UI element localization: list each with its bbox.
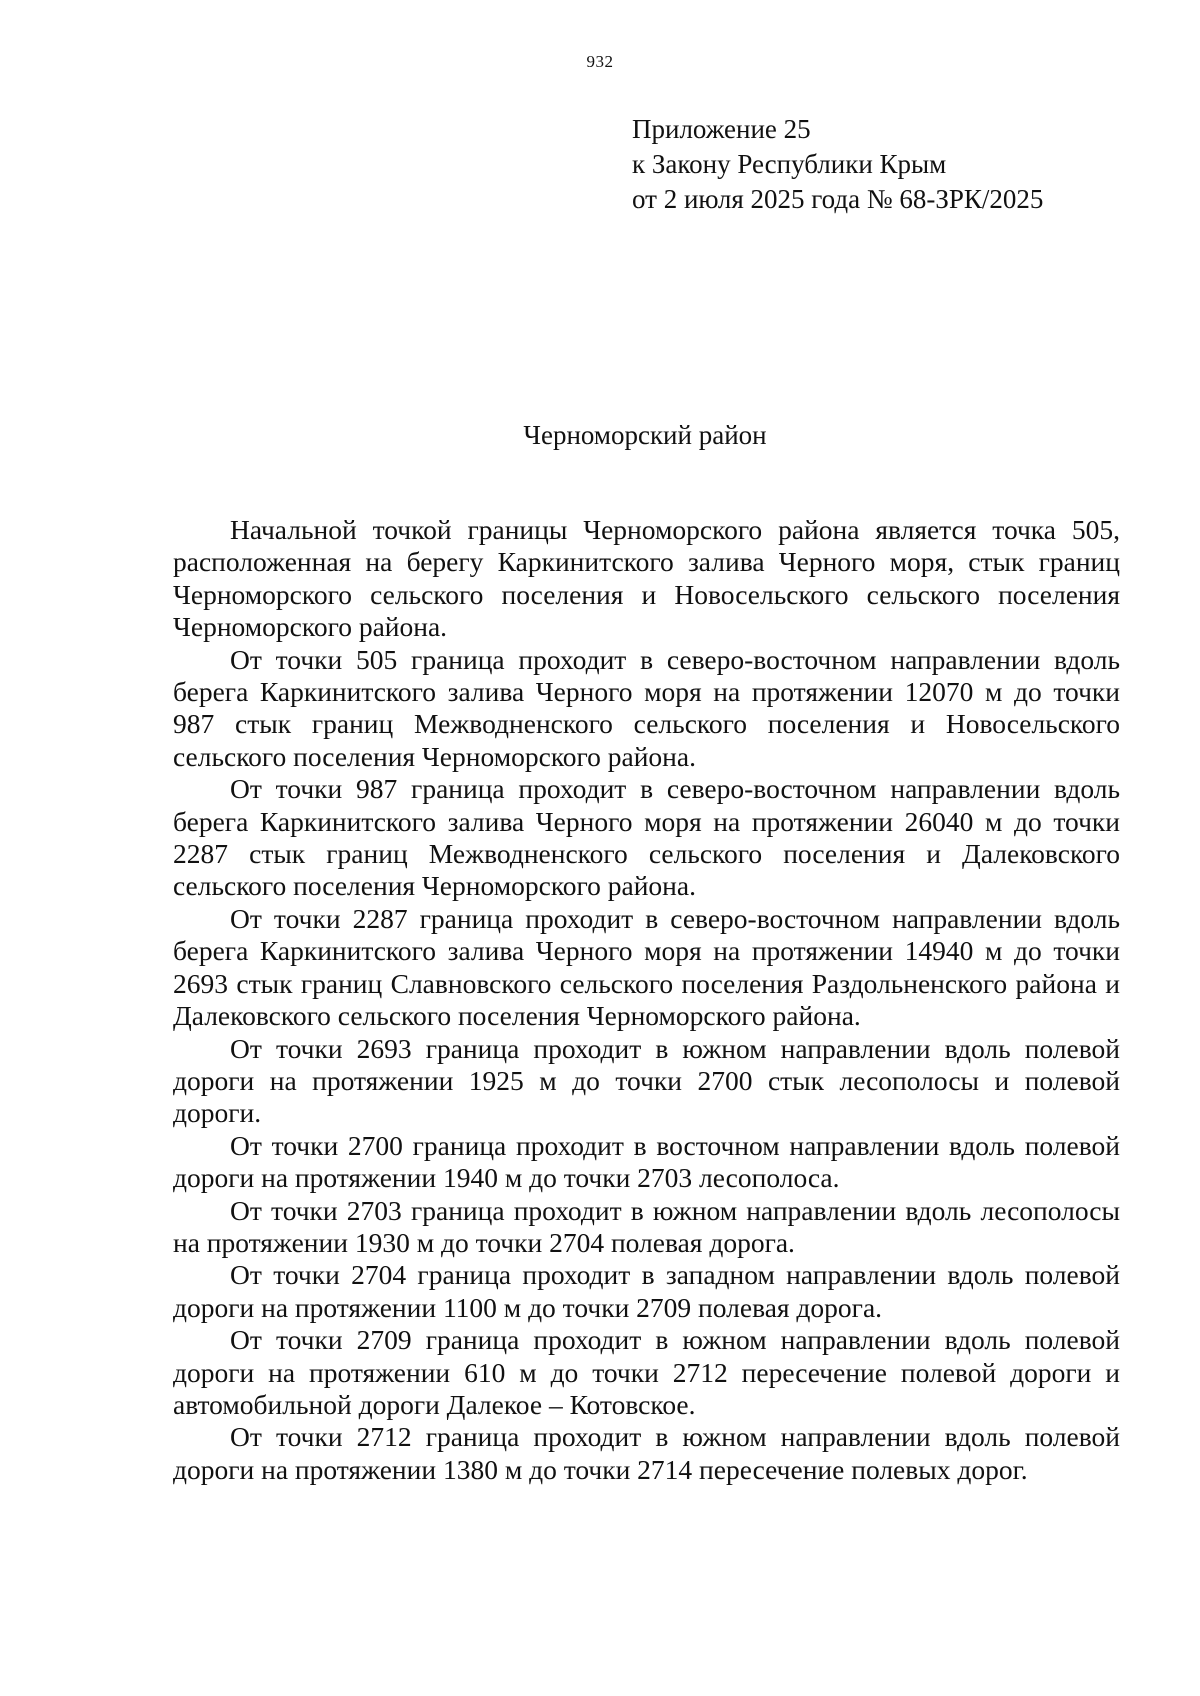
paragraph: От точки 2704 граница проходит в западном направлении вдоль полевой дороги на протяжении 1100 м до точки 2709 полевая дорога. bbox=[173, 1259, 1120, 1323]
appendix-law-date-number: от 2 июля 2025 года № 68-ЗРК/2025 bbox=[632, 184, 1044, 214]
paragraph: От точки 2693 граница проходит в южном направлении вдоль полевой дороги на протяжении 1925 м до точки 2700 стык лесополосы и полевой дороги. bbox=[173, 1032, 1120, 1129]
paragraph: От точки 2700 граница проходит в восточном направлении вдоль полевой дороги на протяжении 1940 м до точки 2703 лесополоса. bbox=[173, 1129, 1120, 1194]
paragraph: От точки 2287 граница проходит в северо-восточном направлении вдоль берега Каркинитского залива Черного моря на протяжении 14940 м до точки 2693 стык границ Славновского сельского поселения Раздольненского района и Далековского сельского поселения Черноморского района. bbox=[173, 902, 1120, 1032]
section-title: Черноморский район bbox=[523, 420, 767, 450]
paragraph: От точки 2709 граница проходит в южном направлении вдоль полевой дороги на протяжении 610 м до точки 2712 пересечение полевой дороги и автомобильной дороги Далекое – Котовское. bbox=[173, 1324, 1120, 1420]
document-body bbox=[173, 514, 1120, 1486]
paragraph: От точки 2703 граница проходит в южном направлении вдоль лесополосы на протяжении 1930 м до точки 2704 полевая дорога. bbox=[173, 1194, 1120, 1258]
page-number: 932 bbox=[586, 52, 614, 71]
paragraph: Начальной точкой границы Черноморского района является точка 505, расположенная на берегу Каркинитского залива Черного моря, стык границ Черноморского сельского поселения и Новосельского сельского поселения Черноморского района. bbox=[173, 514, 1120, 643]
appendix-law-reference: к Закону Республики Крым bbox=[632, 149, 947, 179]
appendix-title: Приложение 25 bbox=[632, 114, 811, 144]
paragraph: От точки 505 граница проходит в северо-восточном направлении вдоль берега Каркинитского залива Черного моря на протяжении 12070 м до точки 987 стык границ Межводненского сельского поселения и Новосельского сельского поселения Черноморского района. bbox=[173, 643, 1120, 772]
paragraph: От точки 2712 граница проходит в южном направлении вдоль полевой дороги на протяжении 1380 м до точки 2714 пересечение полевых дорог. bbox=[173, 1421, 1120, 1485]
paragraph: От точки 987 граница проходит в северо-восточном направлении вдоль берега Каркинитского залива Черного моря на протяжении 26040 м до точки 2287 стык границ Межводненского сельского поселения и Далековского сельского поселения Черноморского района. bbox=[173, 773, 1120, 902]
appendix-header bbox=[632, 112, 1043, 217]
